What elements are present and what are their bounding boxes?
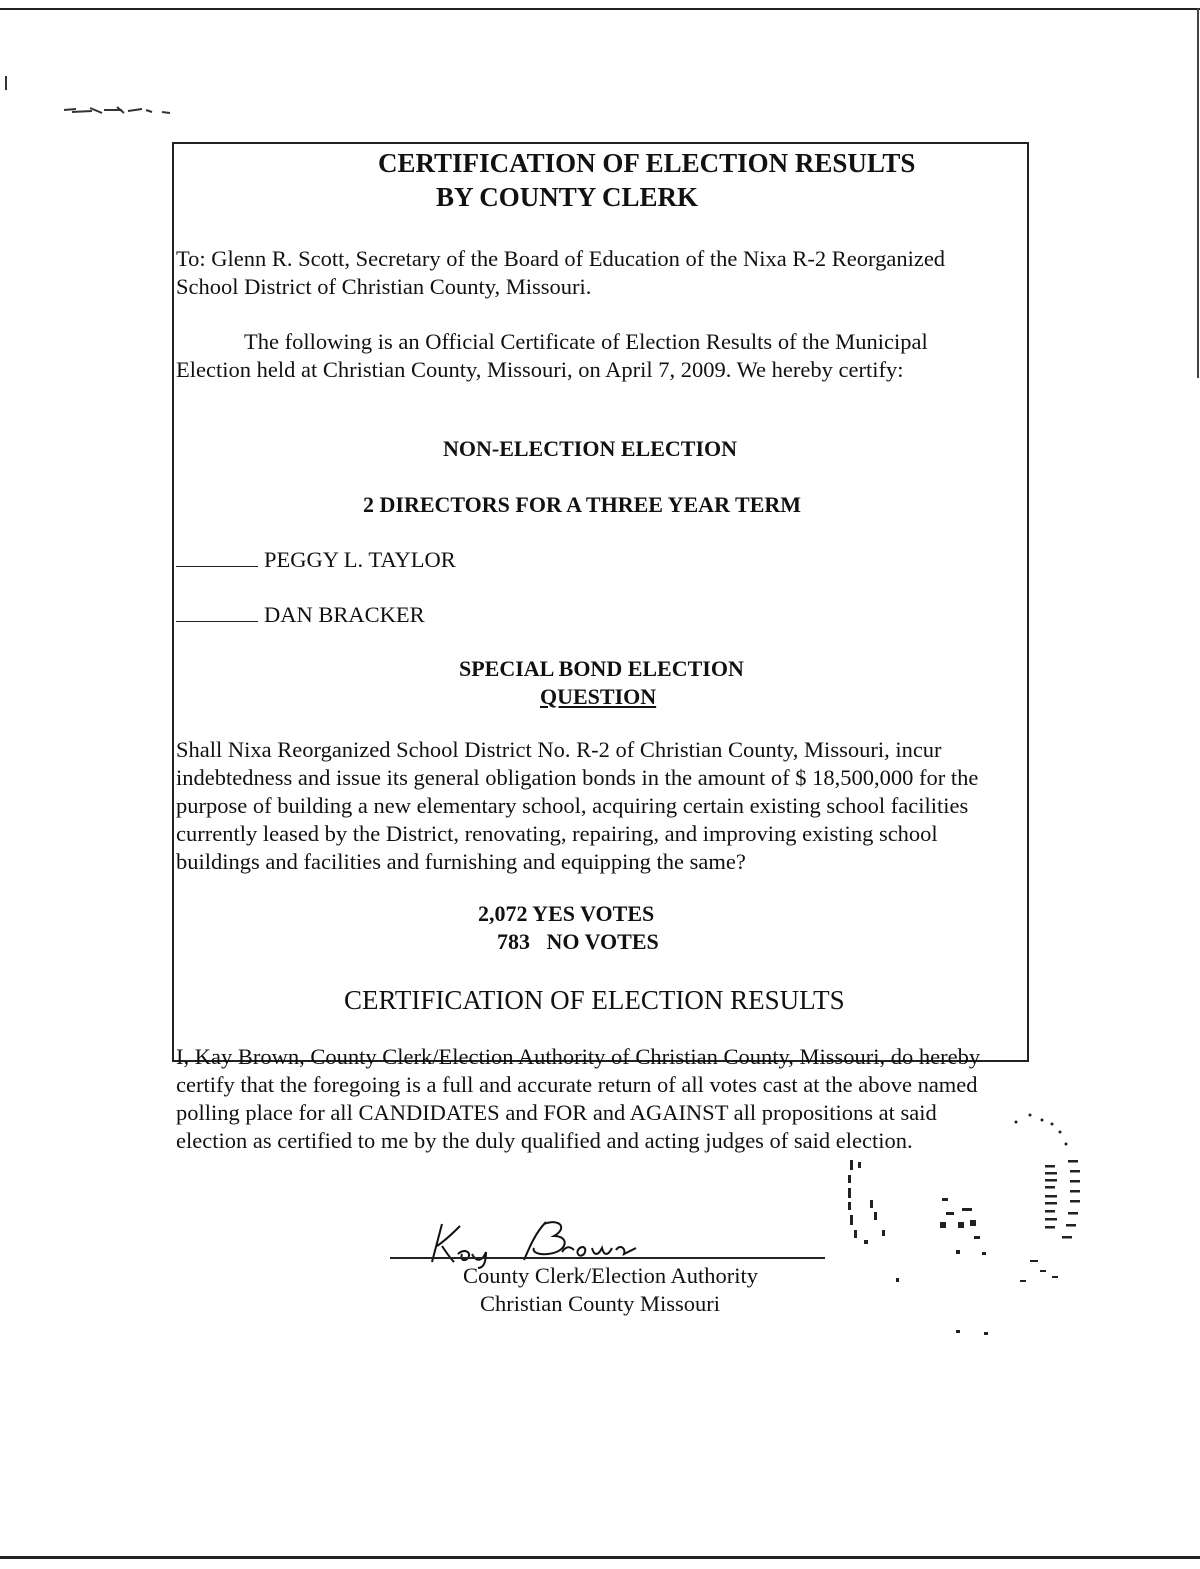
section-subheading: QUESTION xyxy=(540,684,657,709)
intro-paragraph: Election held at Christian County, Missouri, on April 7, 2009. We hereby certify: xyxy=(176,357,904,382)
intro-paragraph: The following is an Official Certificate of Election Results of the Municipal xyxy=(244,329,928,354)
certification-text: I, Kay Brown, County Clerk/Election Authority of Christian County, Missouri, do hereby xyxy=(176,1044,981,1069)
candidate-name: PEGGY L. TAYLOR xyxy=(264,547,456,572)
scan-edge-top xyxy=(0,8,1200,10)
certification-text: certify that the foregoing is a full and accurate return of all votes cast at the above named xyxy=(176,1072,978,1097)
scan-mark xyxy=(5,76,7,90)
certification-text: election as certified to me by the duly qualified and acting judges of said election. xyxy=(176,1128,913,1153)
question-text: indebtedness and issue its general obligation bonds in the amount of $ 18,500,000 for the xyxy=(176,765,979,790)
signer-title: County Clerk/Election Authority xyxy=(463,1263,758,1288)
question-text: currently leased by the District, renovating, repairing, and improving existing school xyxy=(176,821,938,846)
candidate-name: DAN BRACKER xyxy=(264,602,425,627)
question-text: purpose of building a new elementary school, acquiring certain existing school facilities xyxy=(176,793,969,818)
candidate-line xyxy=(176,546,456,574)
section-heading: NON-ELECTION ELECTION xyxy=(443,436,738,461)
no-votes: 783 NO VOTES xyxy=(497,929,659,954)
question-text: Shall Nixa Reorganized School District No. R-2 of Christian County, Missouri, incur xyxy=(176,737,942,762)
signature-line xyxy=(390,1257,825,1259)
scan-noise-artifact xyxy=(62,104,172,118)
certificate-title-line2: BY COUNTY CLERK xyxy=(436,182,699,212)
scan-edge-right xyxy=(1197,8,1199,378)
certificate-title: CERTIFICATION OF ELECTION RESULTS xyxy=(378,148,916,178)
yes-votes: 2,072 YES VOTES xyxy=(478,901,655,926)
vote-blank xyxy=(176,565,258,567)
candidate-line xyxy=(176,601,425,629)
signer-county: Christian County Missouri xyxy=(480,1291,721,1316)
certification-heading: CERTIFICATION OF ELECTION RESULTS xyxy=(344,985,845,1015)
county-seal-embossed xyxy=(830,1100,1100,1360)
question-text: buildings and facilities and furnishing and equipping the same? xyxy=(176,849,746,874)
certification-text: polling place for all CANDIDATES and FOR and AGAINST all propositions at said xyxy=(176,1100,937,1125)
section-heading: SPECIAL BOND ELECTION xyxy=(459,656,744,681)
section-subheading: 2 DIRECTORS FOR A THREE YEAR TERM xyxy=(363,492,802,517)
vote-blank xyxy=(176,620,258,622)
scan-edge-bottom xyxy=(0,1556,1200,1559)
to-line: School District of Christian County, Missouri. xyxy=(176,274,592,299)
to-line: To: Glenn R. Scott, Secretary of the Board of Education of the Nixa R-2 Reorganized xyxy=(176,246,946,271)
